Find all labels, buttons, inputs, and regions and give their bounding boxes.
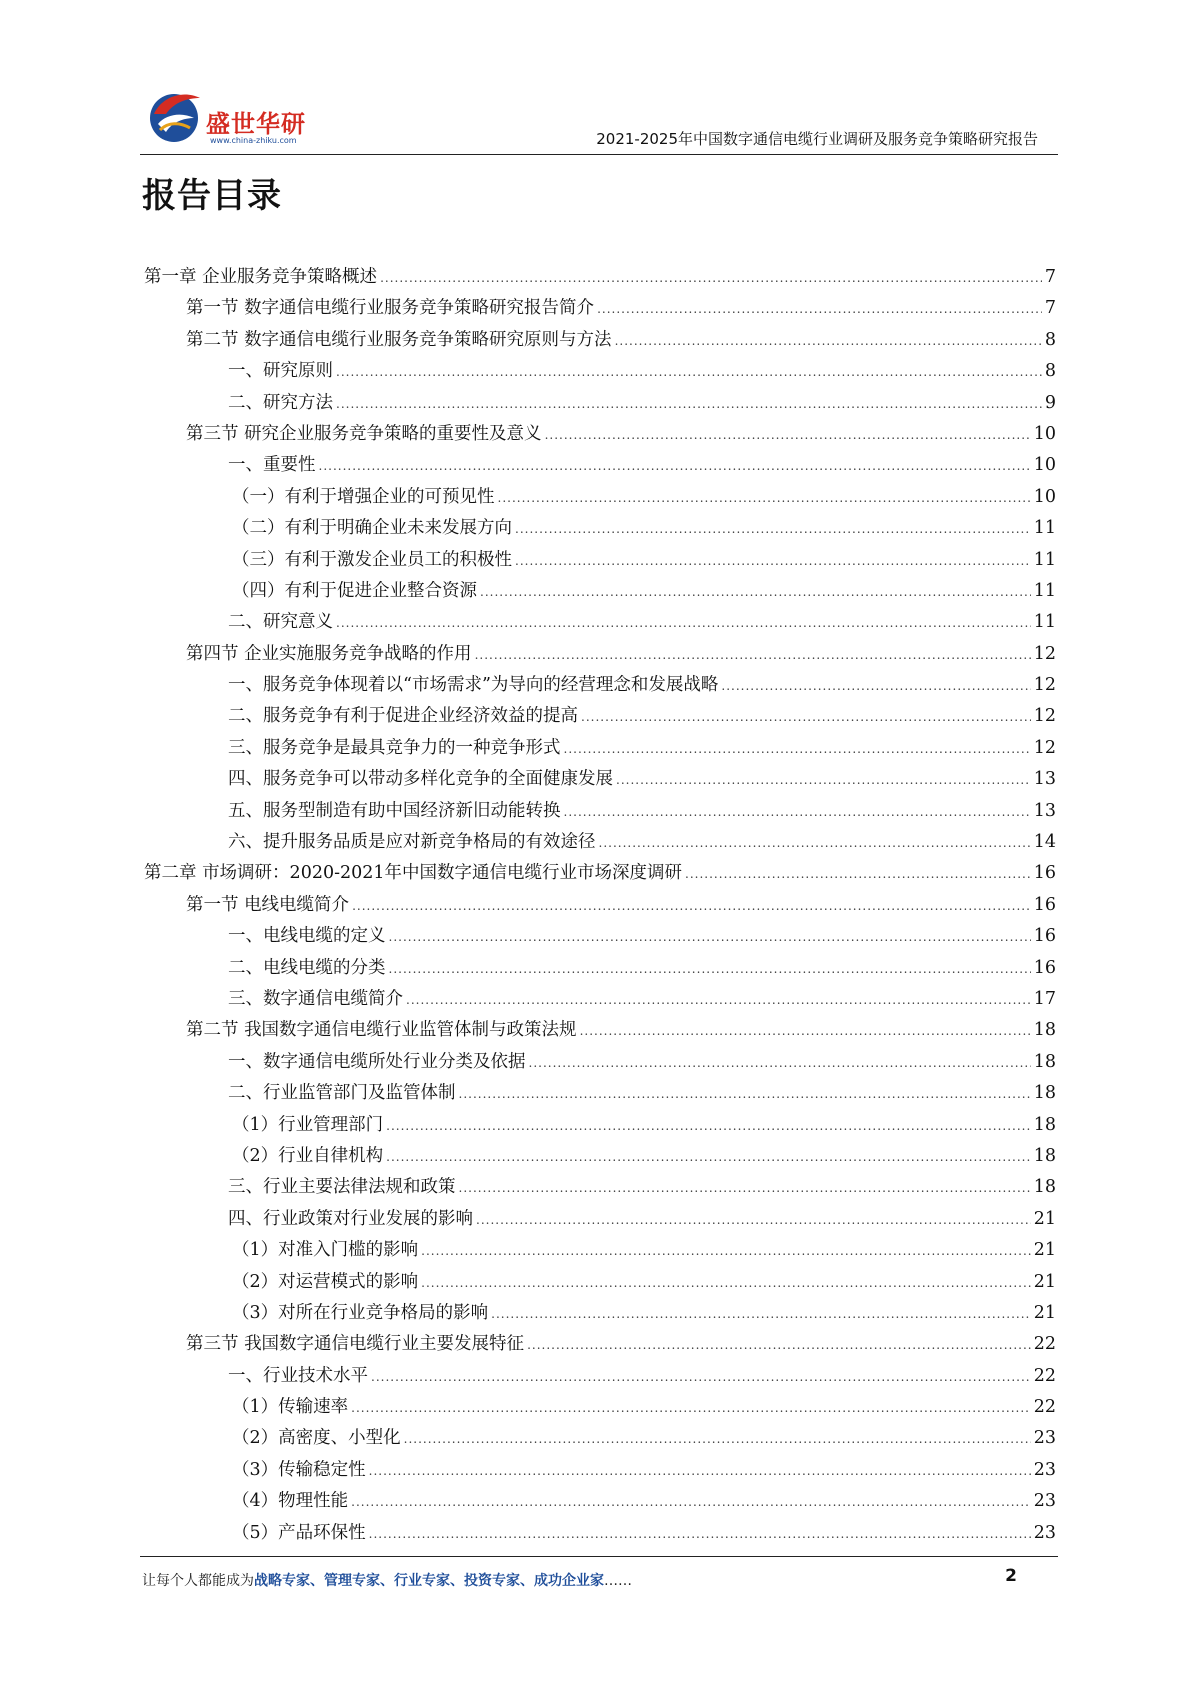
- toc-dot-leader: [527, 1330, 1031, 1361]
- company-logo: [144, 84, 334, 154]
- page-header: [140, 78, 1058, 158]
- toc-dot-leader: [476, 1205, 1031, 1236]
- toc-entry-page: 23: [1033, 1491, 1056, 1512]
- toc-entry[interactable]: [144, 419, 1056, 450]
- toc-entry[interactable]: [144, 1047, 1056, 1078]
- toc-entry[interactable]: [144, 356, 1056, 387]
- toc-entry-page: 16: [1033, 863, 1056, 884]
- toc-entry-title: 四、服务竞争可以带动多样化竞争的全面健康发展: [228, 769, 613, 790]
- toc-entry[interactable]: [144, 1204, 1056, 1235]
- toc-entry-title: 第一节 电线电缆简介: [186, 894, 350, 915]
- brand-name: 盛世华研: [206, 110, 306, 138]
- toc-entry-page: 16: [1033, 957, 1056, 978]
- toc-dot-leader: [336, 357, 1042, 388]
- toc-entry-page: 12: [1033, 706, 1056, 727]
- toc-entry-page: 12: [1033, 675, 1056, 696]
- toc-dot-leader: [564, 734, 1031, 765]
- toc-dot-leader: [352, 891, 1031, 922]
- toc-dot-leader: [459, 1079, 1031, 1110]
- toc-entry[interactable]: [144, 921, 1056, 952]
- toc-entry[interactable]: [144, 1329, 1056, 1360]
- slogan-prefix: 让每个人都能成为: [142, 1573, 254, 1589]
- toc-dot-leader: [380, 263, 1042, 294]
- toc-entry-page: 18: [1033, 1083, 1056, 1104]
- slogan-highlight: 战略专家、管理专家、行业专家、投资专家、成功企业家: [254, 1573, 604, 1589]
- toc-dot-leader: [389, 954, 1031, 985]
- toc-dot-leader: [685, 859, 1031, 890]
- toc-entry-page: 22: [1033, 1365, 1056, 1386]
- toc-entry[interactable]: [144, 1235, 1056, 1266]
- toc-entry-page: 21: [1033, 1208, 1056, 1229]
- toc-entry[interactable]: [144, 482, 1056, 513]
- toc-heading: 报告目录: [142, 176, 282, 216]
- toc-dot-leader: [580, 1016, 1031, 1047]
- toc-entry-title: 三、行业主要法律法规和政策: [228, 1177, 456, 1198]
- toc-entry-title: （二）有利于明确企业未来发展方向: [232, 518, 512, 539]
- toc-entry[interactable]: [144, 388, 1056, 419]
- toc-entry[interactable]: [144, 325, 1056, 356]
- toc-dot-leader: [721, 671, 1030, 702]
- toc-dot-leader: [491, 1299, 1031, 1330]
- toc-entry[interactable]: [144, 1172, 1056, 1203]
- toc-entry[interactable]: [144, 984, 1056, 1015]
- toc-entry-title: （1）行业管理部门: [232, 1114, 384, 1135]
- toc-dot-leader: [369, 1456, 1031, 1487]
- toc-entry[interactable]: [144, 607, 1056, 638]
- toc-entry[interactable]: [144, 1267, 1056, 1298]
- toc-entry[interactable]: [144, 1518, 1056, 1549]
- toc-entry[interactable]: [144, 1361, 1056, 1392]
- toc-entry-title: 第三节 我国数字通信电缆行业主要发展特征: [186, 1334, 525, 1355]
- toc-dot-leader: [319, 451, 1031, 482]
- toc-dot-leader: [597, 294, 1042, 325]
- toc-entry-page: 11: [1033, 580, 1056, 601]
- toc-dot-leader: [545, 420, 1031, 451]
- toc-entry-title: 二、研究方法: [228, 392, 333, 413]
- toc-dot-leader: [336, 389, 1042, 420]
- toc-entry-title: 第二节 数字通信电缆行业服务竞争策略研究原则与方法: [186, 329, 612, 350]
- toc-entry-page: 9: [1044, 392, 1056, 413]
- toc-entry-title: （四）有利于促进企业整合资源: [232, 580, 477, 601]
- toc-entry-page: 12: [1033, 643, 1056, 664]
- toc-dot-leader: [371, 1362, 1031, 1393]
- toc-entry[interactable]: [144, 827, 1056, 858]
- toc-entry[interactable]: [144, 1455, 1056, 1486]
- toc-dot-leader: [459, 1173, 1031, 1204]
- toc-entry-title: 四、行业政策对行业发展的影响: [228, 1208, 473, 1229]
- toc-entry-title: 一、服务竞争体现着以“市场需求”为导向的经营理念和发展战略: [228, 675, 719, 696]
- report-title: 2021-2025年中国数字通信电缆行业调研及服务竞争策略研究报告: [596, 130, 1038, 148]
- toc-entry[interactable]: [144, 764, 1056, 795]
- toc-entry[interactable]: [144, 1298, 1056, 1329]
- toc-entry-title: 五、服务型制造有助中国经济新旧动能转换: [228, 800, 561, 821]
- footer-divider: [140, 1556, 1058, 1557]
- toc-entry[interactable]: [144, 262, 1056, 293]
- toc-entry[interactable]: [144, 670, 1056, 701]
- toc-entry-page: 13: [1033, 800, 1056, 821]
- toc-entry[interactable]: [144, 450, 1056, 481]
- toc-dot-leader: [564, 797, 1031, 828]
- toc-entry-page: 22: [1033, 1397, 1056, 1418]
- toc-entry-page: 21: [1033, 1271, 1056, 1292]
- toc-dot-leader: [421, 1236, 1031, 1267]
- toc-dot-leader: [515, 514, 1031, 545]
- toc-dot-leader: [369, 1519, 1031, 1550]
- footer-slogan: [142, 1570, 632, 1590]
- toc-entry-page: 18: [1033, 1145, 1056, 1166]
- toc-entry-page: 7: [1044, 298, 1056, 319]
- toc-dot-leader: [351, 1487, 1031, 1518]
- toc-entry[interactable]: [144, 1141, 1056, 1172]
- toc-dot-leader: [404, 1424, 1031, 1455]
- toc-entry[interactable]: [144, 513, 1056, 544]
- toc-entry[interactable]: [144, 858, 1056, 889]
- toc-dot-leader: [529, 1048, 1031, 1079]
- toc-entry-page: 13: [1033, 769, 1056, 790]
- toc-entry-title: 第二章 市场调研：2020-2021年中国数字通信电缆行业市场深度调研: [144, 863, 683, 884]
- logo-mark-icon: [144, 84, 208, 148]
- toc-entry-title: （1）对准入门槛的影响: [232, 1240, 419, 1261]
- toc-entry-page: 21: [1033, 1302, 1056, 1323]
- toc-entry-title: 一、数字通信电缆所处行业分类及依据: [228, 1051, 526, 1072]
- toc-entry-title: 一、重要性: [228, 455, 316, 476]
- toc-dot-leader: [421, 1268, 1031, 1299]
- toc-entry-title: 六、提升服务品质是应对新竞争格局的有效途径: [228, 832, 596, 853]
- toc-entry-page: 11: [1033, 549, 1056, 570]
- toc-entry[interactable]: [144, 1015, 1056, 1046]
- toc-entry-title: 一、电线电缆的定义: [228, 926, 386, 947]
- toc-entry-title: 二、电线电缆的分类: [228, 957, 386, 978]
- toc-dot-leader: [599, 828, 1031, 859]
- toc-entry-title: （1）传输速率: [232, 1397, 349, 1418]
- toc-entry-page: 14: [1033, 832, 1056, 853]
- toc-entry[interactable]: [144, 639, 1056, 670]
- toc-entry-title: （2）对运营模式的影响: [232, 1271, 419, 1292]
- toc-entry-page: 10: [1033, 486, 1056, 507]
- toc-entry-title: 二、行业监管部门及监管体制: [228, 1083, 456, 1104]
- toc-entry[interactable]: [144, 1078, 1056, 1109]
- toc-dot-leader: [406, 985, 1031, 1016]
- toc-entry-title: 一、研究原则: [228, 361, 333, 382]
- toc-entry[interactable]: [144, 545, 1056, 576]
- toc-dot-leader: [498, 483, 1031, 514]
- toc-entry-title: 第一章 企业服务竞争策略概述: [144, 267, 378, 287]
- toc-dot-leader: [389, 922, 1031, 953]
- toc-entry-page: 7: [1044, 267, 1056, 287]
- toc-entry[interactable]: [144, 1392, 1056, 1423]
- toc-entry-page: 22: [1033, 1334, 1056, 1355]
- toc-entry-title: （5）产品环保性: [232, 1522, 366, 1543]
- toc-entry-page: 16: [1033, 894, 1056, 915]
- toc-entry-title: 第一节 数字通信电缆行业服务竞争策略研究报告简介: [186, 298, 595, 319]
- toc-entry-page: 23: [1033, 1459, 1056, 1480]
- toc-entry-title: 二、研究意义: [228, 612, 333, 633]
- toc-entry-title: 第四节 企业实施服务竞争战略的作用: [186, 643, 472, 664]
- toc-entry[interactable]: [144, 1110, 1056, 1141]
- toc-entry-title: 第三节 研究企业服务竞争策略的重要性及意义: [186, 423, 542, 444]
- toc-entry-page: 21: [1033, 1240, 1056, 1261]
- toc-entry-page: 18: [1033, 1020, 1056, 1041]
- toc-entry-page: 8: [1044, 361, 1056, 382]
- toc-entry-page: 11: [1033, 612, 1056, 633]
- slogan-suffix: ……: [604, 1573, 632, 1589]
- table-of-contents: [144, 262, 1056, 1549]
- toc-entry-title: （4）物理性能: [232, 1491, 349, 1512]
- toc-entry-title: 三、数字通信电缆简介: [228, 988, 403, 1009]
- toc-entry-page: 18: [1033, 1114, 1056, 1135]
- toc-entry-page: 17: [1033, 988, 1056, 1009]
- toc-entry-page: 23: [1033, 1428, 1056, 1449]
- toc-dot-leader: [386, 1111, 1031, 1142]
- toc-dot-leader: [615, 326, 1042, 357]
- toc-entry[interactable]: [144, 1486, 1056, 1517]
- toc-dot-leader: [475, 640, 1031, 671]
- toc-dot-leader: [581, 702, 1031, 733]
- toc-dot-leader: [616, 765, 1031, 796]
- toc-entry-page: 10: [1033, 423, 1056, 444]
- toc-entry-title: 第二节 我国数字通信电缆行业监管体制与政策法规: [186, 1020, 577, 1041]
- toc-entry-page: 11: [1033, 518, 1056, 539]
- toc-entry[interactable]: [144, 701, 1056, 732]
- toc-dot-leader: [351, 1393, 1031, 1424]
- toc-entry-title: （3）传输稳定性: [232, 1459, 366, 1480]
- toc-entry-title: 一、行业技术水平: [228, 1365, 368, 1386]
- toc-entry-title: （2）行业自律机构: [232, 1145, 384, 1166]
- toc-entry[interactable]: [144, 953, 1056, 984]
- brand-url: www.china-zhiku.com: [210, 136, 297, 145]
- toc-entry-page: 10: [1033, 455, 1056, 476]
- toc-entry-page: 8: [1044, 329, 1056, 350]
- toc-dot-leader: [515, 546, 1031, 577]
- toc-entry-title: （一）有利于增强企业的可预见性: [232, 486, 495, 507]
- toc-entry-page: 16: [1033, 926, 1056, 947]
- toc-dot-leader: [480, 577, 1031, 608]
- toc-dot-leader: [386, 1142, 1031, 1173]
- toc-entry[interactable]: [144, 796, 1056, 827]
- toc-entry[interactable]: [144, 293, 1056, 324]
- page-number: 2: [1005, 1566, 1017, 1586]
- toc-entry-page: 18: [1033, 1051, 1056, 1072]
- toc-entry-page: 18: [1033, 1177, 1056, 1198]
- toc-entry[interactable]: [144, 733, 1056, 764]
- toc-entry-title: 二、服务竞争有利于促进企业经济效益的提高: [228, 706, 578, 727]
- toc-entry-title: （3）对所在行业竞争格局的影响: [232, 1302, 489, 1323]
- toc-entry[interactable]: [144, 576, 1056, 607]
- toc-entry-title: （2）高密度、小型化: [232, 1428, 401, 1449]
- toc-entry[interactable]: [144, 890, 1056, 921]
- toc-entry-title: （三）有利于激发企业员工的积极性: [232, 549, 512, 570]
- toc-dot-leader: [336, 608, 1031, 639]
- header-divider: [140, 154, 1058, 155]
- toc-entry-page: 23: [1033, 1522, 1056, 1543]
- toc-entry-title: 三、服务竞争是最具竞争力的一种竞争形式: [228, 737, 561, 758]
- toc-entry[interactable]: [144, 1423, 1056, 1454]
- toc-entry-page: 12: [1033, 737, 1056, 758]
